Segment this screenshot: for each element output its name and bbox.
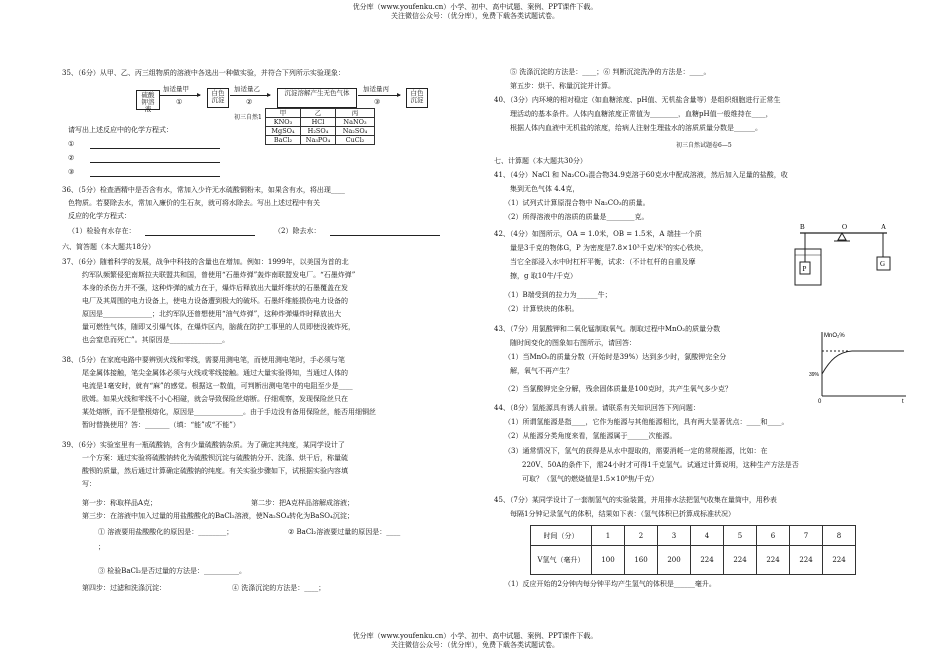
footer-line-2: 关注微信公众号：（优分库），免费下载各类试题试卷。 [391,641,559,649]
q38-line: 电流是1毫安时，就有“麻”的感觉。根据这一数值，可判断出测电笔中的电阻至少是____ [82,382,353,390]
header-line-2: 关注微信公众号：（优分库），免费下载各类试题试卷。 [391,12,559,20]
table-header: 2 [625,526,658,546]
q35-th-bing: 丙 [336,109,375,118]
q43-item-2: （2）当氯酸钾完全分解，残余固体质量是100克时，共产生氧气多少克？ [504,385,732,393]
q44-line-1: 44、（8分）氢能源具有诱人前景。请联系有关知识回答下列问题： [494,404,700,412]
footer-line-1: 优分库（www.youfenku.cn）小学、初中、高中试题、案例、PPT课件下载。 [352,632,598,640]
q35-item-2: ② [68,154,75,162]
q42-item-1: （1）B端受到的拉力为______牛； [504,291,612,299]
q38-line: 欧姆。如果火线和零线不小心相碰，就会导致保险丝熔断。仔细观察，发现保险丝只在 [82,395,348,403]
q45-line-1: 45、（7分）某同学设计了一套制氢气的实验装置，并用排水法把氢气收集在量筒中，用秒表 [494,496,777,504]
lever-label-g: G [880,260,886,268]
q42-item-2: （2）计算铁块的体积。 [504,305,579,313]
q39-line: 写： [82,480,96,488]
lever-label-o: O [842,223,848,231]
flow-num-1: ① [176,98,183,106]
q37-line: 约军队频繁侵犯南斯拉夫联盟共和国，曾使用“石墨炸弹”轰炸南联盟发电厂。“石墨炸弹” [82,271,356,279]
q45-item-1: （1）反应开始的2分钟内每分钟平均产生氢气的体积是______毫升。 [504,580,716,588]
q39-step-1: 第一步：称取样品A克； [82,499,158,507]
q35-blank-3 [90,176,220,177]
q35-blank-2 [90,162,220,163]
q39-line: 39、（6分）实验室里有一瓶硫酸钠，含有少量硫酸钠杂质。为了确定其纯度，某同学设计了 [62,441,345,449]
q40-line: 根据人体内血液中无机盐的浓度，给病人注射生理盐水的溶质质量分数是______。 [510,124,762,132]
right-line-2: 第五步：烘干、称量沉淀并计算。 [510,82,615,90]
header-line-1: 优分库（www.youfenku.cn）小学、初中、高中试题、案例、PPT课件下载。 [352,3,598,11]
q35-cell: H₂SO₄ [301,127,336,136]
q43-item-1: （1）当MnO₂的质量分数（开始时是39%）达到多少时，氯酸钾完全分 [504,353,727,361]
q36-blank-2 [330,235,440,236]
q40-subtitle: 初三自然试题卷6—5 [676,142,732,149]
table-cell: 224 [823,546,856,575]
q36-blank-1 [145,235,255,236]
q37-line: 电厂及其周围的电力设备上，使电力设备遭到极大的破坏。石墨纤维能损伤电力设备的 [82,297,348,305]
lever-fulcrum [838,233,846,240]
q40-line: 40、（3分）内环境的相对稳定（如血糖浓度、pH值、无机盐含量等）是组织细胞进行正常生 [494,96,781,104]
q36-line-2: 色物质。若要除去水，常加入廉价的生石灰，就可将水除去。写出上述过程中有关 [68,199,320,207]
flow-arrow-2 [230,95,270,96]
q42-line: 当它全部浸入水中时杠杆平衡，试求：（不计杠杆的自重及摩 [510,258,696,266]
table-header: 4 [691,526,724,546]
lever-label-p: P [802,265,807,273]
q39-item-2: ② BaCl₂溶液要过量的原因是：____ [288,528,401,536]
flow-arrow-3 [358,95,400,96]
table-row-label: V氢气（毫升） [531,546,592,575]
q35-ask: 请写出上述反应中的化学方程式： [68,126,173,134]
graph-x-label: t [902,399,904,405]
q35-cell: Na₂SO₄ [336,127,375,136]
graph-origin-label: 0 [818,399,822,405]
q38-line: 尾金属体接触，笔尖金属体必须与火线或零线接触。通过大量实验得知，当通过人体的 [82,369,348,377]
q39-item-2-end: ； [98,543,105,551]
flow-box-4: 白色沉淀 [406,88,428,108]
q39-step-3: 第三步：在溶液中加入过量的用盐酸酸化的BaCl₂溶液，使Na₂SO₄转化为BaSO₄沉淀； [82,512,354,520]
table-cell: 100 [592,546,625,575]
flow-arrow-label-1: 加适量甲 [163,85,189,93]
q35-table [265,108,375,145]
q35-cell: MgSO₄ [266,127,301,136]
table-cell: 224 [691,546,724,575]
table-header: 8 [823,526,856,546]
table-header: 7 [790,526,823,546]
q37-line: 原因是______________；北约军队还曾想使用“油气炸弹”，这种炸弹爆炸时释放出大 [82,310,342,318]
q41-line: 集到无色气体 4.4克， [510,185,580,193]
q41-line: 41、（4分）NaCl 和 Na₂CO₃混合物34.9克溶于60克水中配成溶液，然后加入足量的盐酸，收 [494,171,788,179]
q39-item-3: ③ 检验BaCl₂是否过量的方法是：__________。 [98,567,246,575]
table-header: 6 [757,526,790,546]
q44-item-2: （2）从能源分类角度来看，氢能源属于______次能源。 [504,432,677,440]
q36-line-1: 36、（5分）检查酒精中是否含有水，常加入少许无水硫酸铜粉末，如果含有水，将出现____ [62,186,345,194]
q44-item-3a: （3）通常情况下，氢气的获得是从水中提取的，需要消耗一定的常规能源，比如：在 [504,447,768,455]
table-cell: 200 [658,546,691,575]
q44-item-3c: 可取？（氢气的燃烧值是1.5×10⁸焦/千克） [522,475,659,483]
flow-box-1: 硫酸钾溶液 [136,90,160,110]
flow-num-2: ② [246,98,253,106]
q37-line: 37、（6分）随着科学的发展，战争中科技的含量也在增加。例如：1999年，以美国为首的北 [62,258,349,266]
q38-line: 38、（5分）在家庭电路中要辨别火线和零线，需要用测电笔，而使用测电笔时，手必须与笔 [62,356,345,364]
table-cell: 224 [724,546,757,575]
mno2-graph [809,328,912,405]
flow-arrow-1 [160,95,200,96]
q35-item-1: ① [68,140,75,148]
lever-figure [795,222,905,300]
graph-y0-label: 39% [809,372,820,378]
q35-cell: Na₃PO₄ [301,136,336,145]
section-7-title: 七、计算题（本大题共30分） [494,157,587,165]
q42-line: 擦，g 取10牛/千克） [510,272,577,280]
flow-arrow-label-2: 加适量乙 [234,85,260,93]
section-6-title: 六、简答题（本大题共18分） [62,243,155,251]
flow-box-3: 沉淀溶解产生无色气体 [277,88,357,108]
table-header: 3 [658,526,691,546]
lever-label-b: B [800,223,805,231]
q42-line: 量是3千克的物体G，P 为密度是7.8×10³千克/米³的实心铁块， [510,244,708,252]
hydrogen-table [530,525,856,575]
q43-item-1b: 解，氧气不再产生？ [510,367,573,375]
right-line-1: ⑤ 洗涤沉淀的方法是：____；⑥ 判断沉淀洗净的方法是：____。 [510,68,711,76]
q35-th-yi: 乙 [301,109,336,118]
q45-line-2: 每隔1分钟记录氢气的体积，结果如下表：（氢气体积已折算成标准状况） [510,510,735,518]
q35-subtitle: 初三自然1 [234,114,262,121]
q44-item-3b: 220V、50A的条件下，需24小时才可得1千克氢气。试通过计算说明，这种生产方法是否 [522,461,799,469]
q38-line: 某处熔断，而不是整根熔化，原因是______________。由于手边没有备用保险丝，能否用细铜丝 [82,408,376,416]
table-cell: 160 [625,546,658,575]
q35-cell: BaCl₂ [266,136,301,145]
table-header-time: 时间（分） [531,526,592,546]
table-cell: 224 [757,546,790,575]
lever-label-a: A [881,223,887,231]
q37-line: 量可燃性气体，随即又引爆气体，在爆炸区内，脑裁在防护工事里的人员即使没被炸死， [82,323,355,331]
q35-item-3: ③ [68,168,75,176]
q36-line-4b: （2）除去水： [274,227,321,235]
q36-line-4a: （1）检验有水存在： [68,227,136,235]
graph-y-label: MnO₂% [824,333,845,339]
q38-line: 暂时替换使用？答：_______（填：“能”或“不能”） [82,421,240,429]
q39-line: 酸钡的质量，然后通过计算确定硫酸钠的纯度。有关实验步骤如下，试根据实验内容填 [82,467,348,475]
q40-line: 理活动的基本条件。人体内血糖浓度正常值为________，血糖pH值一般维持在____， [510,110,773,118]
flow-box-2: 白色沉淀 [207,88,229,108]
q39-step-4: 第四步：过滤和洗涤沉淀： [82,584,166,592]
flow-num-3: ③ [374,98,381,106]
q39-line: 一个方案：通过实验将硫酸钠转化为硫酸钡沉淀与硫酸钠分开、洗涤、烘干后，称量硫 [82,454,348,462]
q39-item-1: ① 溶液要用盐酸酸化的原因是：________； [98,528,234,536]
table-header: 1 [592,526,625,546]
mno2-curve [822,351,904,374]
flow-arrow-label-3: 加适量丙 [363,85,389,93]
q41-item-1: （1）试列式计算原混合物中 Na₂CO₃的质量。 [504,199,650,207]
q35-cell: KNO₃ [266,118,301,127]
q43-line: 43、（7分）用氯酸钾和二氧化锰制取氧气。制取过程中MnO₂的质量分数 [494,325,721,333]
q42-line: 42、（4分）如图所示，OA = 1.0米，OB = 1.5米，A 端挂一个质 [494,230,702,238]
q39-step-2: 第二步：把A克样品溶解成溶液； [251,499,355,507]
q35-th-jia: 甲 [266,109,301,118]
q35-cell: NaNO₃ [336,118,375,127]
q43-line: 随时间变化的图象如右图所示，请回答： [510,339,636,347]
q44-item-1: （1）所谓氢能源是指____，它作为能源与其他能源相比，具有两大显著优点：____和____。 [504,418,789,426]
q41-item-2: （2）所得溶液中的溶质的质量是________克。 [504,213,649,221]
table-header: 5 [724,526,757,546]
q35-line: 35、（6分）从甲、乙、丙三组物质的溶液中各选出一种做实验，并符合下列所示实验现象： [62,69,345,77]
q39-item-4: ④ 洗涤沉淀的方法是：____； [232,584,326,592]
q37-line: 也会窒息而死亡”。其原因是_______________。 [82,336,230,344]
q35-cell: CuCl₂ [336,136,375,145]
q36-line-3: 反应的化学方程式： [68,212,131,220]
q35-cell: HCl [301,118,336,127]
table-cell: 224 [790,546,823,575]
q37-line: 本身的杀伤力并不强，这种炸弹的威力在于，爆炸后释放出大量纤维状的石墨覆盖在发 [82,284,348,292]
q35-blank-1 [90,148,220,149]
